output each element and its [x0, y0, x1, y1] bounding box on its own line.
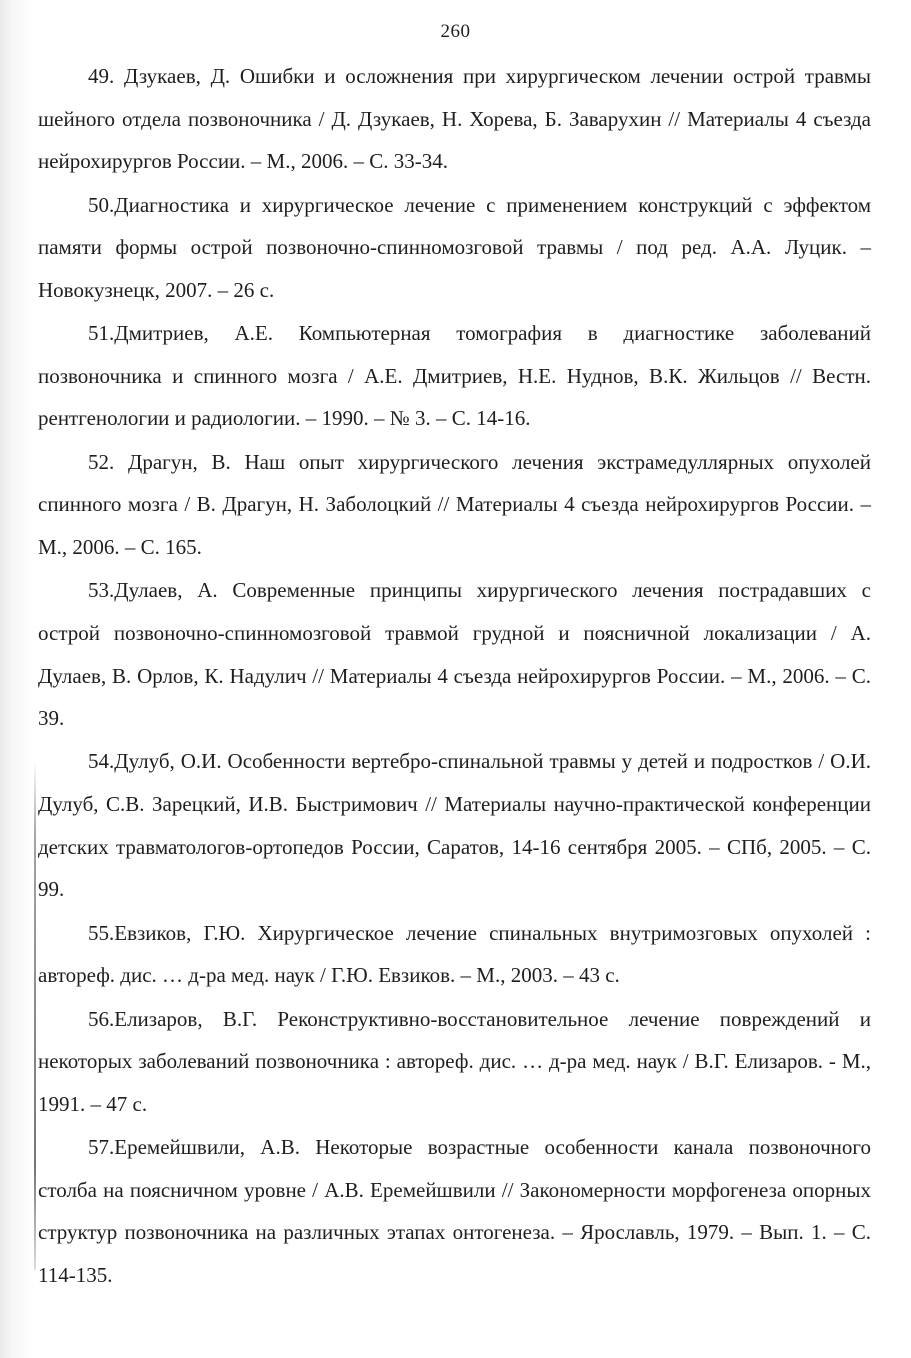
- reference-50: 50.Диагностика и хирургическое лечение с применением конструкций с эффектом памяти формы острой позвоночно-спинномозговой травмы / под ред. А.А. Луцик. – Новокузнецк, 2007. – 26 с.: [38, 192, 871, 302]
- reference-51: 51.Дмитриев, А.Е. Компьютерная томография в диагностике заболеваний позвоночника и спинного мозга / А.Е. Дмитриев, Н.Е. Нуднов, В.К. Жильцов // Вестн. рентгенологии и радиологии. – 1990. – № 3. – С. 14-16.: [38, 321, 871, 431]
- scan-shadow-edge: [0, 0, 34, 1358]
- reference-53: 53.Дулаев, А. Современные принципы хирургического лечения пострадавших с острой позвоночно-спинномозговой травмой грудной и поясничной локализации / А. Дулаев, В. Орлов, К. Надулич // Материалы 4 съезда нейрохирургов России. – М., 2006. – С. 39.: [38, 578, 871, 731]
- page-number: 260: [440, 21, 471, 42]
- reference-55: 55.Евзиков, Г.Ю. Хирургическое лечение спинальных внутримозговых опухолей : автореф. дис. … д-ра мед. наук / Г.Ю. Евзиков. – М., 2003. – 43 с.: [38, 920, 871, 988]
- reference-list: [38, 55, 871, 1297]
- reference-56: 56.Елизаров, В.Г. Реконструктивно-восстановительное лечение повреждений и некоторых заболеваний позвоночника : автореф. дис. … д-ра мед. наук / В.Г. Елизаров. - М., 1991. – 47 с.: [38, 1006, 871, 1116]
- reference-52: 52. Драгун, В. Наш опыт хирургического лечения экстрамедуллярных опухолей спинного мозга / В. Драгун, Н. Заболоцкий // Материалы 4 съезда нейрохирургов России. – М., 2006. – С. 165.: [38, 449, 871, 559]
- reference-57: 57.Еремейшвили, А.В. Некоторые возрастные особенности канала позвоночного столба на поясничном уровне / А.В. Еремейшвили // Закономерности морфогенеза опорных структур позвоночника на различных этапах онтогенеза. – Ярославль, 1979. – Вып. 1. – С. 114-135.: [38, 1135, 871, 1287]
- reference-49: 49. Дзукаев, Д. Ошибки и осложнения при хирургическом лечении острой травмы шейного отдела позвоночника / Д. Дзукаев, Н. Хорева, Б. Заварухин // Материалы 4 съезда нейрохирургов России. – М., 2006. – С. 33-34.: [38, 64, 871, 174]
- binding-line: [34, 760, 36, 1270]
- reference-54: 54.Дулуб, О.И. Особенности вертебро-спинальной травмы у детей и подростков / О.И. Дулуб, С.В. Зарецкий, И.В. Быстримович // Материалы научно-практической конференции детских травматологов-ортопедов России, Саратов, 14-16 сентября 2005. – СПб, 2005. – С. 99.: [38, 749, 871, 902]
